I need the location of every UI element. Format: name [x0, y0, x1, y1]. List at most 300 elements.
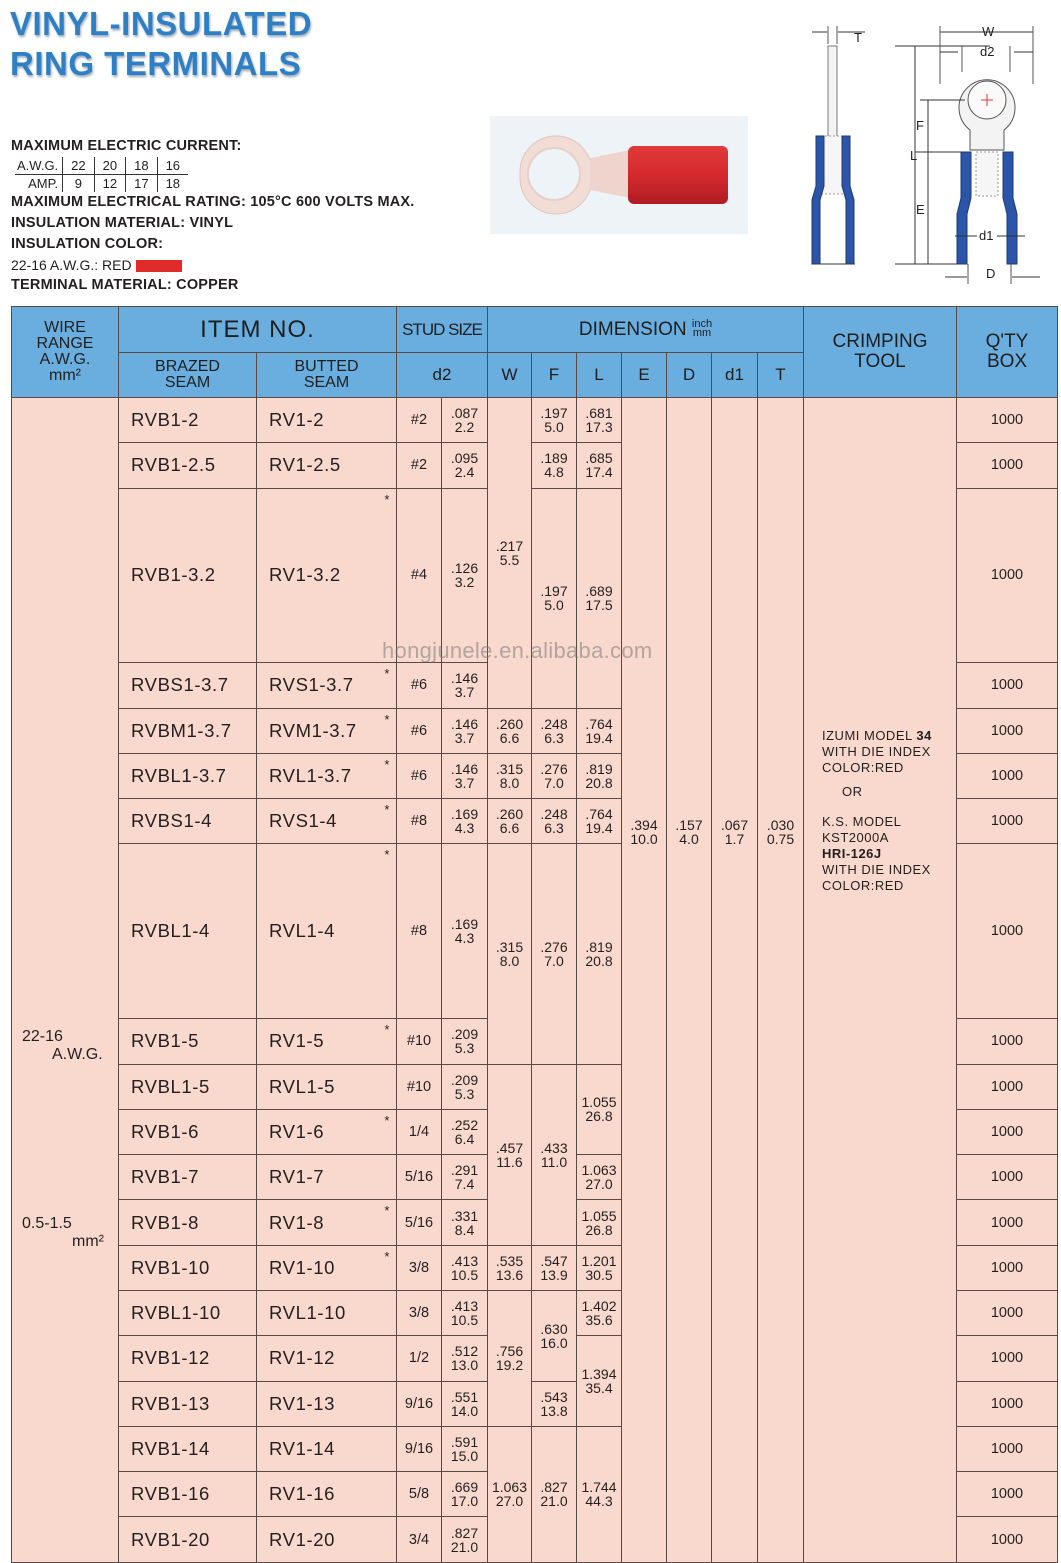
brazed-seam-item: RVB1-2 [119, 398, 257, 443]
value-inch: .067 [720, 817, 749, 833]
value-mm: 6.6 [499, 820, 520, 837]
stud-size: #2 [397, 398, 442, 443]
electrical-rating: MAXIMUM ELECTRICAL RATING: 105°C 600 VOLTS MAX. [11, 194, 415, 210]
insulation-color-value: 22-16 A.W.G.: RED [11, 257, 132, 273]
butted-item-text: RVL1-4 [269, 920, 335, 942]
value-inch: .764 [585, 715, 613, 732]
value-inch: .146 [450, 670, 479, 687]
stud-size: 3/4 [397, 1517, 442, 1562]
header-d: D [667, 353, 712, 398]
butted-seam-item [257, 1517, 397, 1562]
l-value [577, 844, 622, 1064]
f-value [532, 708, 577, 753]
header-crimping-tool [804, 307, 957, 398]
butted-item-text: RV1-2.5 [269, 454, 341, 476]
butted-seam-item [257, 443, 397, 488]
value-inch: .535 [495, 1252, 524, 1269]
value-mm: 5.5 [499, 551, 520, 568]
value-mm: 3.7 [454, 684, 475, 701]
f-value [532, 443, 577, 488]
value-inch: .551 [450, 1388, 479, 1405]
brazed-seam-item: RVB1-12 [119, 1336, 257, 1381]
stud-size: #6 [397, 708, 442, 753]
header-e: E [622, 353, 667, 398]
d2-value [442, 1064, 488, 1109]
butted-seam-item [257, 708, 397, 753]
stud-size: #8 [397, 799, 442, 844]
insulation-color-label: INSULATION COLOR: [11, 236, 164, 252]
value-inch: 1.402 [581, 1298, 617, 1315]
diagram-label-l: L [910, 148, 918, 163]
butted-seam-item [257, 799, 397, 844]
value-mm: 13.0 [450, 1357, 479, 1374]
w-value [488, 1426, 532, 1562]
value-inch: .209 [450, 1071, 479, 1088]
stud-size: 1/2 [397, 1336, 442, 1381]
value-inch: .260 [495, 806, 524, 823]
value-mm: 8.0 [499, 952, 520, 969]
value-mm: 7.0 [544, 775, 564, 792]
title-line-1: VINYL-INSULATED [10, 5, 313, 42]
value-mm: 5.3 [454, 1040, 475, 1057]
qty-per-box: 1000 [957, 1290, 1058, 1335]
tool-text: IZUMI MODEL [822, 728, 917, 743]
qty-per-box: 1000 [957, 443, 1058, 488]
value-mm: 7.4 [454, 1176, 475, 1193]
value-mm: 3.7 [454, 729, 475, 746]
value-inch: .512 [450, 1343, 479, 1360]
value-mm: 13.8 [540, 1402, 568, 1419]
header-text: SEAM [164, 374, 211, 391]
butted-item-text: RV1-6 [269, 1120, 325, 1142]
diagram-label-d: D [986, 266, 996, 281]
stud-size: 1/4 [397, 1109, 442, 1154]
tool-text-bold: 34 [916, 728, 932, 743]
d2-value [442, 1472, 488, 1517]
value-inch: .189 [540, 450, 568, 467]
value-mm: 17.3 [585, 419, 613, 436]
butted-seam-item [257, 1064, 397, 1109]
butted-seam-item [257, 753, 397, 798]
value-inch: .276 [540, 761, 568, 778]
value-inch: 1.201 [581, 1252, 617, 1269]
value-inch: .209 [450, 1026, 479, 1043]
value-mm: 6.3 [544, 820, 564, 837]
qty-per-box: 1000 [957, 844, 1058, 1019]
brazed-seam-item: RVB1-3.2 [119, 488, 257, 663]
value-mm: 21.0 [540, 1493, 568, 1510]
value-mm: 2.2 [454, 419, 475, 436]
footnote-star: * [384, 847, 390, 863]
butted-seam-item [257, 1019, 397, 1064]
qty-per-box: 1000 [957, 1245, 1058, 1290]
diagram-label-d1: d1 [979, 228, 994, 243]
f-value [532, 1426, 577, 1562]
f-value [532, 799, 577, 844]
d2-value [442, 708, 488, 753]
value-inch: .315 [495, 938, 524, 955]
value-mm: 17.4 [585, 464, 613, 481]
value-inch: .126 [450, 560, 479, 577]
qty-per-box: 1000 [957, 1336, 1058, 1381]
d2-value [442, 844, 488, 1019]
diagram-label-e: E [916, 202, 925, 217]
value-inch: .547 [540, 1252, 568, 1269]
butted-item-text: RV1-8 [269, 1211, 325, 1233]
footnote-star: * [384, 1022, 390, 1038]
butted-seam-item [257, 663, 397, 708]
wire-range-awg [12, 398, 119, 1065]
value-inch: .260 [495, 715, 524, 732]
l-value [577, 753, 622, 798]
footnote-star: * [384, 802, 390, 818]
title-line-2: RING TERMINALS [10, 45, 302, 82]
d2-value [442, 1245, 488, 1290]
footnote-star: * [384, 666, 390, 682]
value-inch: .169 [450, 916, 479, 933]
wire-range-mm2 [12, 1064, 119, 1562]
diagram-label-w: W [982, 24, 995, 39]
brazed-seam-item: RVBM1-3.7 [119, 708, 257, 753]
header-d1: d1 [712, 353, 758, 398]
qty-per-box: 1000 [957, 398, 1058, 443]
unit-mm: mm [692, 326, 712, 339]
butted-seam-item [257, 844, 397, 1019]
butted-seam-item [257, 398, 397, 443]
l-value [577, 1245, 622, 1290]
stud-size: #10 [397, 1019, 442, 1064]
amp-value: 17 [126, 175, 157, 193]
terminal-drawing-icon [800, 22, 1058, 284]
tool-text: K.S. MODEL [822, 814, 902, 829]
l-value [577, 1200, 622, 1245]
header-wire-range [12, 307, 119, 398]
stud-size: #8 [397, 844, 442, 1019]
header-d2: d2 [397, 353, 488, 398]
d2-value [442, 1200, 488, 1245]
brazed-seam-item: RVBL1-4 [119, 844, 257, 1019]
value-inch: .252 [450, 1116, 479, 1133]
butted-seam-item [257, 1426, 397, 1471]
header-text: BUTTED [294, 358, 359, 375]
value-mm: 10.5 [450, 1266, 479, 1283]
butted-seam-item [257, 1109, 397, 1154]
value-mm: 20.8 [585, 952, 613, 969]
value-inch: .331 [450, 1207, 479, 1224]
value-mm: 14.0 [450, 1402, 479, 1419]
qty-per-box: 1000 [957, 488, 1058, 663]
value-mm: 2.4 [454, 464, 475, 481]
header-text: CRIMPING [832, 331, 928, 352]
brazed-seam-item: RVB1-2.5 [119, 443, 257, 488]
d2-value [442, 1290, 488, 1335]
w-value [488, 1064, 532, 1245]
header-item-no: ITEM NO. [119, 307, 397, 353]
ring-terminal-photo-icon [490, 116, 748, 234]
d1-value [712, 398, 758, 1563]
l-value [577, 708, 622, 753]
tool-text: COLOR:RED [822, 760, 904, 775]
dimension-diagram [800, 22, 1058, 284]
stud-size: #6 [397, 663, 442, 708]
brazed-seam-item: RVB1-7 [119, 1155, 257, 1200]
value-mm: 19.2 [495, 1357, 524, 1374]
value-inch: .591 [450, 1434, 479, 1451]
value-mm: 13.9 [540, 1266, 568, 1283]
value-mm: 10.5 [450, 1312, 479, 1329]
brazed-seam-item: RVB1-8 [119, 1200, 257, 1245]
header-text: BOX [986, 351, 1028, 372]
d2-value [442, 1019, 488, 1064]
current-table [15, 157, 188, 192]
value-inch: .685 [585, 450, 613, 467]
d2-value [442, 799, 488, 844]
value-inch: 1.394 [581, 1366, 617, 1383]
table-row [12, 398, 1058, 443]
diagram-label-f: F [916, 118, 924, 133]
w-value [488, 708, 532, 753]
d2-value [442, 488, 488, 663]
w-value [488, 799, 532, 844]
w-value [488, 844, 532, 1064]
header-t: T [758, 353, 804, 398]
value-mm: 8.0 [499, 775, 520, 792]
value-inch: .413 [450, 1252, 479, 1269]
value-inch: .248 [540, 806, 568, 823]
brazed-seam-item: RVB1-10 [119, 1245, 257, 1290]
qty-per-box: 1000 [957, 1019, 1058, 1064]
value-inch: .087 [450, 405, 479, 422]
value-mm: 19.4 [585, 820, 613, 837]
value-inch: .146 [450, 761, 479, 778]
stud-size: 5/16 [397, 1155, 442, 1200]
value-mm: 6.3 [544, 729, 564, 746]
butted-item-text: RV1-20 [269, 1528, 335, 1550]
page-title [10, 4, 312, 84]
f-value [532, 1064, 577, 1245]
header-text: RANGE [36, 335, 94, 352]
l-value [577, 1064, 622, 1155]
value-inch: .669 [450, 1479, 479, 1496]
qty-per-box: 1000 [957, 1472, 1058, 1517]
value-inch: .689 [585, 583, 613, 600]
tool-text: WITH DIE INDEX [822, 744, 931, 759]
qty-per-box: 1000 [957, 753, 1058, 798]
value-inch: .276 [540, 938, 568, 955]
value-mm: 3.2 [454, 574, 475, 591]
footnote-star: * [384, 491, 390, 507]
qty-per-box: 1000 [957, 663, 1058, 708]
value-inch: .157 [675, 817, 703, 833]
butted-item-text: RV1-7 [269, 1166, 325, 1188]
butted-item-text: RVS1-3.7 [269, 674, 354, 696]
brazed-seam-item: RVBL1-5 [119, 1064, 257, 1109]
amp-value: 9 [63, 175, 94, 193]
header-text: DIMENSION [578, 318, 687, 340]
value-mm: 27.0 [585, 1176, 613, 1193]
header-butted-seam [257, 353, 397, 398]
value-mm: 6.6 [499, 729, 520, 746]
qty-per-box: 1000 [957, 1381, 1058, 1426]
insulation-material: INSULATION MATERIAL: VINYL [11, 215, 234, 231]
header-f: F [532, 353, 577, 398]
d2-value [442, 1155, 488, 1200]
value-mm: 13.6 [495, 1266, 524, 1283]
awg-value: 16 [157, 157, 188, 175]
value-inch: .248 [540, 715, 568, 732]
value-inch: .169 [450, 806, 479, 823]
value-mm: 0.75 [766, 831, 795, 847]
qty-per-box: 1000 [957, 1155, 1058, 1200]
wire-range-text: 22-16 [22, 1028, 63, 1045]
value-inch: 1.055 [581, 1207, 617, 1224]
value-inch: .457 [495, 1139, 524, 1156]
value-inch: .681 [585, 405, 613, 422]
d2-value [442, 398, 488, 443]
stud-size: 9/16 [397, 1426, 442, 1471]
butted-item-text: RV1-13 [269, 1392, 335, 1414]
terminal-spec-table [11, 306, 1058, 1563]
f-value [532, 753, 577, 798]
butted-item-text: RVL1-5 [269, 1075, 335, 1097]
l-value [577, 1290, 622, 1335]
unit-inch: inch [691, 317, 713, 330]
header-dimension [488, 307, 804, 353]
brazed-seam-item: RVB1-16 [119, 1472, 257, 1517]
header-w: W [488, 353, 532, 398]
qty-per-box: 1000 [957, 799, 1058, 844]
value-mm: 44.3 [585, 1493, 613, 1510]
diagram-label-t: T [854, 30, 862, 45]
value-inch: .543 [540, 1388, 568, 1405]
t-value [758, 398, 804, 1563]
wire-range-text: 0.5-1.5 [22, 1214, 72, 1232]
stud-size: 5/8 [397, 1472, 442, 1517]
brazed-seam-item: RVB1-20 [119, 1517, 257, 1562]
value-inch: .827 [540, 1479, 568, 1496]
footnote-star: * [384, 756, 390, 772]
value-mm: 3.7 [454, 775, 475, 792]
tool-text: COLOR:RED [822, 878, 904, 893]
butted-item-text: RVS1-4 [269, 810, 338, 832]
footnote-star: * [384, 1248, 390, 1264]
e-value [622, 398, 667, 1563]
l-value [577, 443, 622, 488]
value-mm: 5.0 [544, 597, 564, 614]
value-mm: 5.0 [544, 419, 564, 436]
value-mm: 10.0 [630, 831, 658, 847]
terminal-material: TERMINAL MATERIAL: COPPER [11, 277, 239, 293]
watermark: hongjunele.en.alibaba.com [382, 638, 653, 663]
l-value [577, 1336, 622, 1427]
wire-range-text: A.W.G. [52, 1046, 103, 1063]
d-value [667, 398, 712, 1563]
l-value [577, 799, 622, 844]
l-value [577, 488, 622, 708]
value-inch: 1.063 [581, 1162, 617, 1179]
amp-label: AMP. [28, 176, 59, 191]
footnote-star: * [384, 1112, 390, 1128]
value-mm: 4.3 [454, 820, 475, 837]
value-mm: 4.8 [544, 464, 564, 481]
d2-value [442, 1109, 488, 1154]
butted-item-text: RV1-5 [269, 1030, 325, 1052]
butted-item-text: RV1-16 [269, 1483, 335, 1505]
value-inch: .291 [450, 1162, 479, 1179]
awg-value: 22 [63, 157, 94, 175]
value-inch: 1.744 [581, 1479, 617, 1496]
butted-seam-item [257, 1381, 397, 1426]
butted-seam-item [257, 1200, 397, 1245]
red-color-swatch [136, 260, 182, 272]
butted-item-text: RV1-3.2 [269, 564, 341, 586]
value-mm: 35.6 [585, 1312, 613, 1329]
w-value [488, 1290, 532, 1426]
butted-seam-item [257, 488, 397, 663]
tool-or: OR [842, 784, 863, 799]
l-value [577, 1426, 622, 1562]
value-inch: 1.063 [491, 1479, 528, 1496]
d2-value [442, 753, 488, 798]
brazed-seam-item: RVB1-5 [119, 1019, 257, 1064]
l-value [577, 398, 622, 443]
header-stud-size: STUD SIZE [397, 307, 488, 353]
unit-label [691, 317, 713, 339]
insulation-color-row [11, 255, 415, 275]
value-inch: .819 [585, 761, 613, 778]
value-inch: .394 [630, 817, 658, 833]
w-value [488, 753, 532, 798]
butted-item-text: RVL1-10 [269, 1302, 346, 1324]
header-qty-box [957, 307, 1058, 398]
max-current-label: MAXIMUM ELECTRIC CURRENT: [11, 138, 242, 154]
value-mm: 21.0 [450, 1538, 479, 1555]
value-mm: 11.0 [540, 1153, 568, 1170]
awg-value: 20 [94, 157, 125, 175]
value-mm: 7.0 [544, 952, 564, 969]
brazed-seam-item: RVBL1-10 [119, 1290, 257, 1335]
l-value [577, 1155, 622, 1200]
butted-item-text: RV1-12 [269, 1347, 335, 1369]
f-value [532, 488, 577, 708]
value-inch: .827 [450, 1524, 479, 1541]
butted-seam-item [257, 1155, 397, 1200]
header-text: Q'TY [985, 331, 1029, 352]
value-mm: 26.8 [585, 1221, 613, 1238]
d2-value [442, 1426, 488, 1471]
value-mm: 16.0 [540, 1334, 568, 1351]
stud-size: #2 [397, 443, 442, 488]
header-text: BRAZED [155, 358, 220, 375]
value-mm: 5.3 [454, 1085, 475, 1102]
value-mm: 6.4 [454, 1130, 475, 1147]
f-value [532, 844, 577, 1064]
value-mm: 1.7 [724, 831, 745, 847]
stud-size: 3/8 [397, 1245, 442, 1290]
value-inch: .217 [495, 537, 524, 554]
qty-per-box: 1000 [957, 1109, 1058, 1154]
qty-per-box: 1000 [957, 708, 1058, 753]
value-inch: .433 [540, 1139, 568, 1156]
header-text: SEAM [303, 374, 350, 391]
f-value [532, 398, 577, 443]
value-mm: 11.6 [496, 1153, 523, 1170]
value-mm: 30.5 [585, 1266, 613, 1283]
value-inch: .413 [450, 1298, 479, 1315]
crimping-tool-info [804, 398, 957, 1563]
butted-item-text: RVM1-3.7 [269, 719, 357, 741]
header-text: mm² [49, 367, 81, 384]
